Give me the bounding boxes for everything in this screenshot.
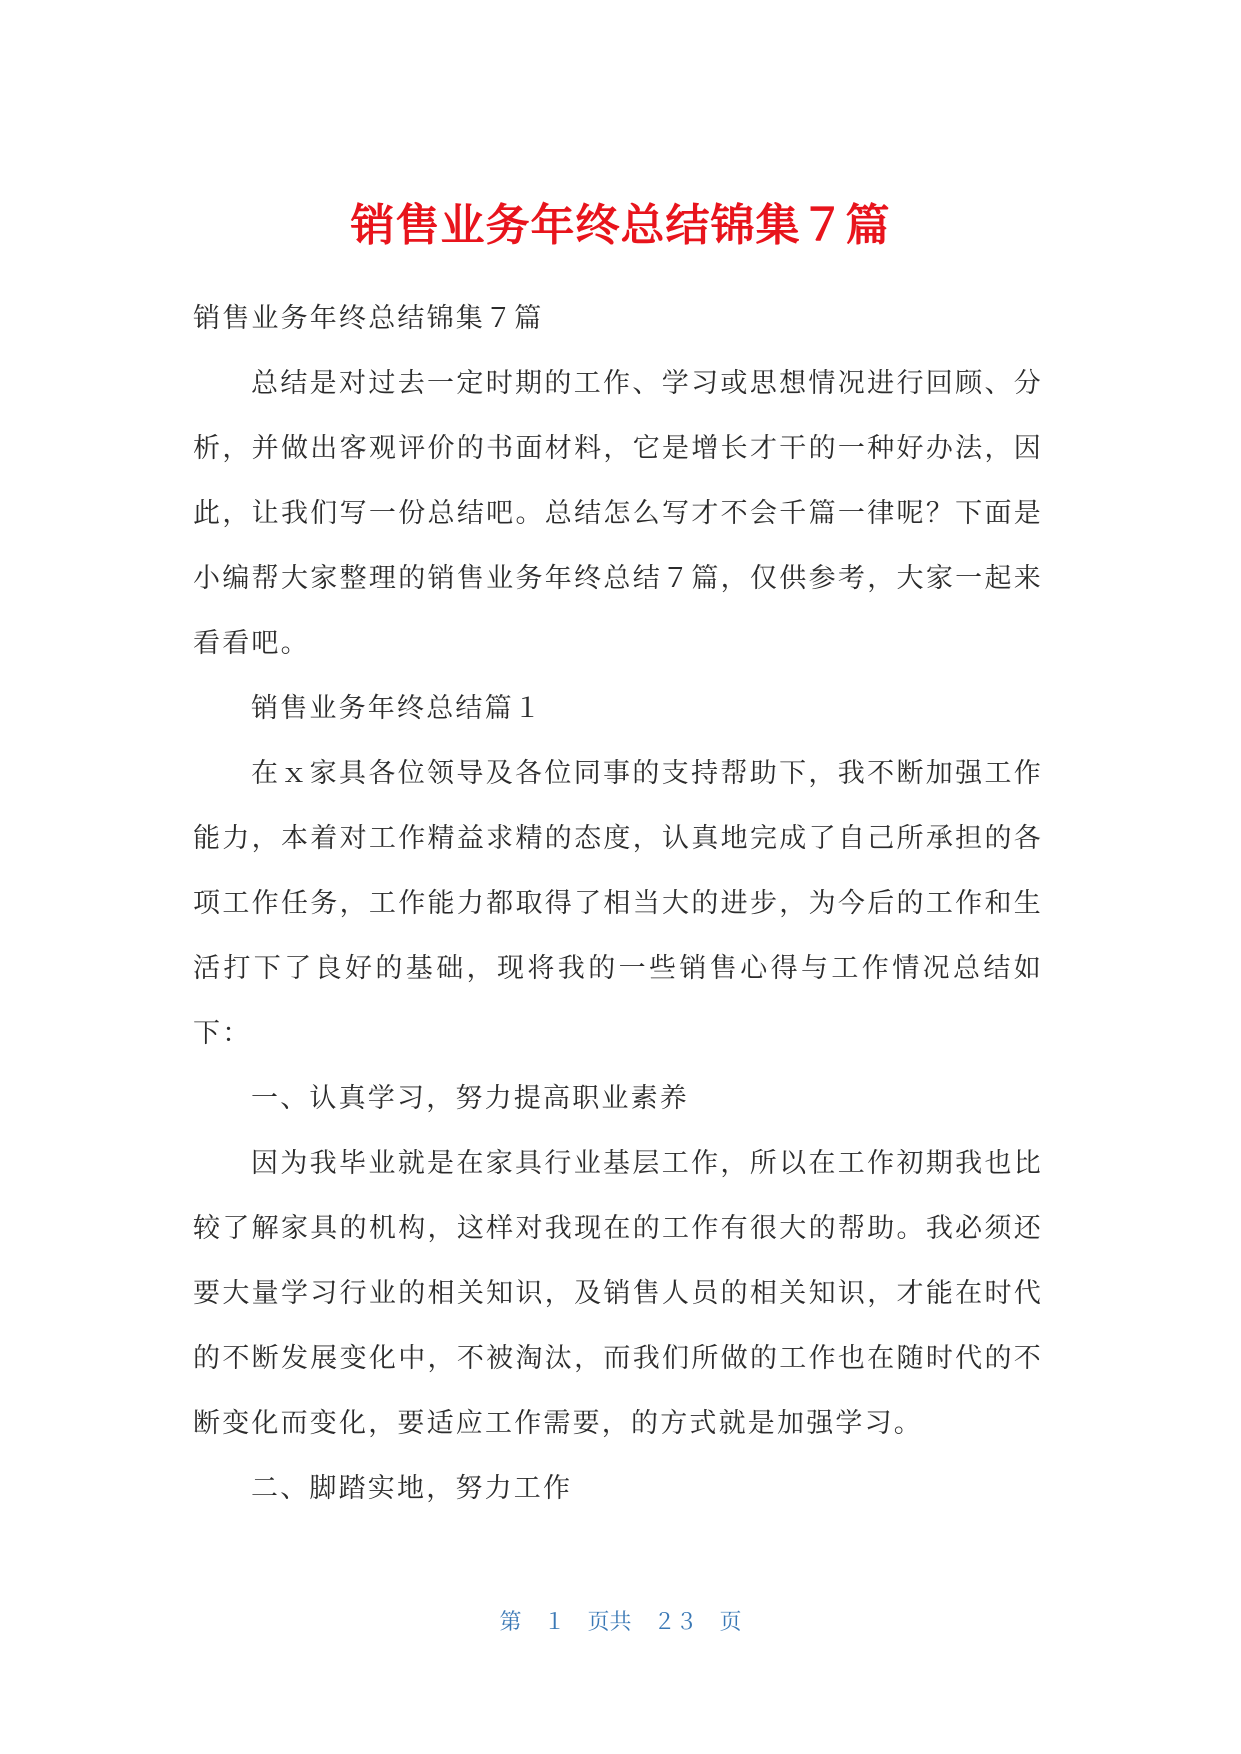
paragraph-section-1: 在ｘ家具各位领导及各位同事的支持帮助下，我不断加强工作能力，本着对工作精益求精的态度，认真地完成了自己所承担的各项工作任务，工作能力都取得了相当大的进步，为今后的工作和生活打下了良好的基础，现将我的一些销售心得与工作情况总结如下： <box>193 758 1043 1049</box>
document-title: 销售业务年终总结锦集７篇 <box>350 200 891 251</box>
section-heading-1: 销售业务年终总结篇１ <box>251 693 543 724</box>
subheading-1: 一、认真学习，努力提高职业素养 <box>251 1083 689 1114</box>
page-number-footer: 第 １ 页共 ２３ 页 <box>499 1610 742 1635</box>
document-body <box>193 286 1043 1521</box>
paragraph-subtitle: 销售业务年终总结锦集７篇 <box>193 303 544 334</box>
subheading-2: 二、脚踏实地，努力工作 <box>251 1473 573 1504</box>
paragraph-study: 因为我毕业就是在家具行业基层工作，所以在工作初期我也比较了解家具的机构，这样对我现在的工作有很大的帮助。我必须还要大量学习行业的相关知识，及销售人员的相关知识，才能在时代的不断发展变化中，不被淘汰，而我们所做的工作也在随时代的不断变化而变化，要适应工作需要，的方式就是加强学习。 <box>193 1148 1043 1439</box>
paragraph-intro: 总结是对过去一定时期的工作、学习或思想情况进行回顾、分析，并做出客观评价的书面材料，它是增长才干的一种好办法，因此，让我们写一份总结吧。总结怎么写才不会千篇一律呢？下面是小编帮大家整理的销售业务年终总结７篇，仅供参考，大家一起来看看吧。 <box>193 368 1043 659</box>
